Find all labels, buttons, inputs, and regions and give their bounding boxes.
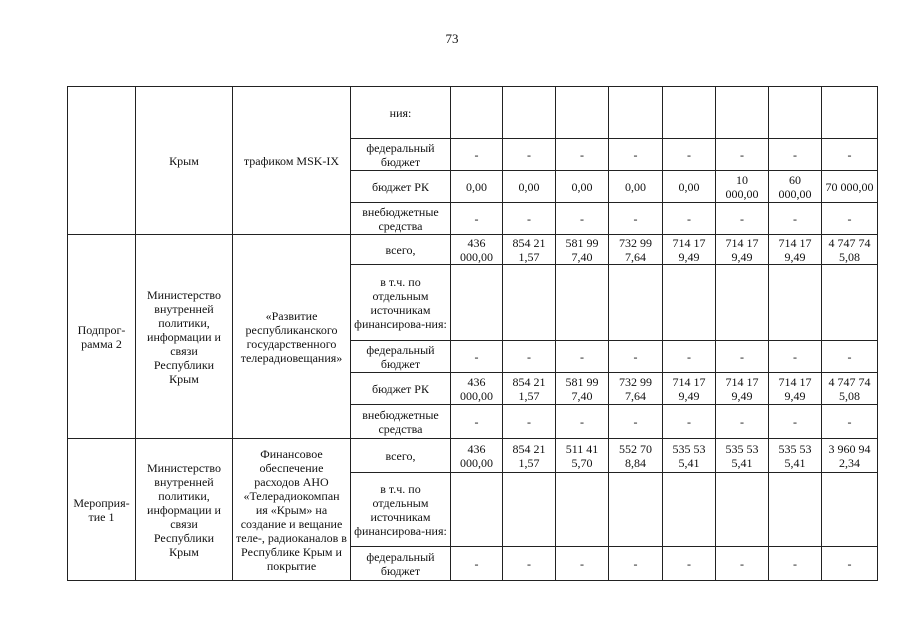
page-number: 73 <box>445 31 459 46</box>
funding-source-cell: федеральный бюджет <box>351 139 451 171</box>
amount-cell: - <box>716 203 769 235</box>
amount-cell <box>769 473 822 547</box>
amount-cell <box>556 87 609 139</box>
amount-cell <box>663 87 716 139</box>
amount-cell: 581 99 7,40 <box>556 235 609 265</box>
amount-cell: - <box>503 203 556 235</box>
amount-cell: 0,00 <box>556 171 609 203</box>
funding-source-cell: внебюджетные средства <box>351 405 451 439</box>
amount-cell: - <box>451 341 503 373</box>
amount-cell <box>503 87 556 139</box>
funding-source-cell: ния: <box>351 87 451 139</box>
amount-cell: - <box>663 405 716 439</box>
amount-cell: 0,00 <box>503 171 556 203</box>
amount-cell: 714 17 9,49 <box>663 235 716 265</box>
amount-cell: - <box>451 203 503 235</box>
funding-source-cell: внебюджетные средства <box>351 203 451 235</box>
amount-cell: 854 21 1,57 <box>503 373 556 405</box>
amount-cell: 0,00 <box>609 171 663 203</box>
amount-cell: 854 21 1,57 <box>503 439 556 473</box>
amount-cell: 535 53 5,41 <box>663 439 716 473</box>
amount-cell: - <box>769 341 822 373</box>
amount-cell: 0,00 <box>663 171 716 203</box>
amount-cell: - <box>769 203 822 235</box>
amount-cell <box>503 265 556 341</box>
amount-cell: - <box>556 341 609 373</box>
amount-cell <box>716 265 769 341</box>
amount-cell: 552 70 8,84 <box>609 439 663 473</box>
amount-cell: - <box>716 341 769 373</box>
amount-cell: 70 000,00 <box>822 171 878 203</box>
amount-cell: 714 17 9,49 <box>769 235 822 265</box>
amount-cell: - <box>769 139 822 171</box>
amount-cell <box>822 87 878 139</box>
amount-cell: - <box>451 139 503 171</box>
amount-cell: 732 99 7,64 <box>609 373 663 405</box>
amount-cell <box>503 473 556 547</box>
amount-cell: 60 000,00 <box>769 171 822 203</box>
amount-cell: - <box>769 405 822 439</box>
amount-cell: 714 17 9,49 <box>769 373 822 405</box>
amount-cell: - <box>822 547 878 581</box>
funding-source-cell: в т.ч. по отдельным источникам финансирова-ния: <box>351 265 451 341</box>
responsible-executor-cell: Крым <box>136 87 233 235</box>
table-row <box>68 235 878 265</box>
amount-cell <box>451 87 503 139</box>
table-body <box>68 87 878 581</box>
amount-cell <box>769 87 822 139</box>
amount-cell: 0,00 <box>451 171 503 203</box>
amount-cell: 714 17 9,49 <box>716 235 769 265</box>
amount-cell <box>609 473 663 547</box>
amount-cell: - <box>663 139 716 171</box>
table-row <box>68 87 878 139</box>
budget-table <box>67 86 878 581</box>
amount-cell <box>822 473 878 547</box>
amount-cell: - <box>451 547 503 581</box>
amount-cell: 436 000,00 <box>451 373 503 405</box>
amount-cell: 3 960 94 2,34 <box>822 439 878 473</box>
amount-cell: - <box>556 405 609 439</box>
amount-cell: 535 53 5,41 <box>769 439 822 473</box>
amount-cell <box>556 473 609 547</box>
amount-cell: 854 21 1,57 <box>503 235 556 265</box>
program-label-cell <box>68 87 136 235</box>
program-name-cell: трафиком MSK-IX <box>233 87 351 235</box>
amount-cell: 436 000,00 <box>451 439 503 473</box>
amount-cell: - <box>663 203 716 235</box>
funding-source-cell: бюджет РК <box>351 171 451 203</box>
amount-cell: 535 53 5,41 <box>716 439 769 473</box>
amount-cell: - <box>609 405 663 439</box>
amount-cell: - <box>556 547 609 581</box>
amount-cell: 732 99 7,64 <box>609 235 663 265</box>
program-name-cell: «Развитие республиканского государственного телерадиовещания» <box>233 235 351 439</box>
program-label-cell: Подпрог-рамма 2 <box>68 235 136 439</box>
table-row <box>68 439 878 473</box>
amount-cell: - <box>663 341 716 373</box>
program-name-cell: Финансовое обеспечение расходов АНО «Телерадиокомпан ия «Крым» на создание и вещание теле-, радиоканалов в Республике Крым и покрытие <box>233 439 351 581</box>
funding-source-cell: бюджет РК <box>351 373 451 405</box>
funding-source-cell: в т.ч. по отдельным источникам финансирова-ния: <box>351 473 451 547</box>
amount-cell: - <box>609 203 663 235</box>
amount-cell: - <box>503 547 556 581</box>
amount-cell: 511 41 5,70 <box>556 439 609 473</box>
funding-source-cell: всего, <box>351 439 451 473</box>
amount-cell <box>609 265 663 341</box>
amount-cell: 4 747 74 5,08 <box>822 373 878 405</box>
amount-cell: - <box>451 405 503 439</box>
amount-cell: - <box>503 405 556 439</box>
amount-cell: - <box>822 405 878 439</box>
funding-source-cell: всего, <box>351 235 451 265</box>
amount-cell: - <box>503 341 556 373</box>
amount-cell: - <box>609 341 663 373</box>
responsible-executor-cell: Министерство внутренней политики, информации и связи Республики Крым <box>136 439 233 581</box>
amount-cell: 436 000,00 <box>451 235 503 265</box>
amount-cell <box>769 265 822 341</box>
amount-cell: 10 000,00 <box>716 171 769 203</box>
amount-cell <box>609 87 663 139</box>
amount-cell: - <box>609 139 663 171</box>
amount-cell <box>663 265 716 341</box>
amount-cell: - <box>663 547 716 581</box>
amount-cell: - <box>769 547 822 581</box>
funding-source-cell: федеральный бюджет <box>351 547 451 581</box>
amount-cell: 714 17 9,49 <box>663 373 716 405</box>
amount-cell: 581 99 7,40 <box>556 373 609 405</box>
amount-cell <box>822 265 878 341</box>
amount-cell: - <box>822 341 878 373</box>
amount-cell: - <box>556 203 609 235</box>
amount-cell: 4 747 74 5,08 <box>822 235 878 265</box>
amount-cell <box>716 473 769 547</box>
amount-cell: - <box>716 547 769 581</box>
amount-cell: - <box>822 139 878 171</box>
amount-cell: 714 17 9,49 <box>716 373 769 405</box>
amount-cell <box>716 87 769 139</box>
amount-cell: - <box>716 405 769 439</box>
responsible-executor-cell: Министерство внутренней политики, информации и связи Республики Крым <box>136 235 233 439</box>
funding-source-cell: федеральный бюджет <box>351 341 451 373</box>
program-label-cell: Мероприя-тие 1 <box>68 439 136 581</box>
amount-cell <box>556 265 609 341</box>
amount-cell <box>451 473 503 547</box>
amount-cell: - <box>822 203 878 235</box>
amount-cell: - <box>556 139 609 171</box>
amount-cell: - <box>503 139 556 171</box>
amount-cell: - <box>609 547 663 581</box>
amount-cell <box>451 265 503 341</box>
amount-cell <box>663 473 716 547</box>
amount-cell: - <box>716 139 769 171</box>
